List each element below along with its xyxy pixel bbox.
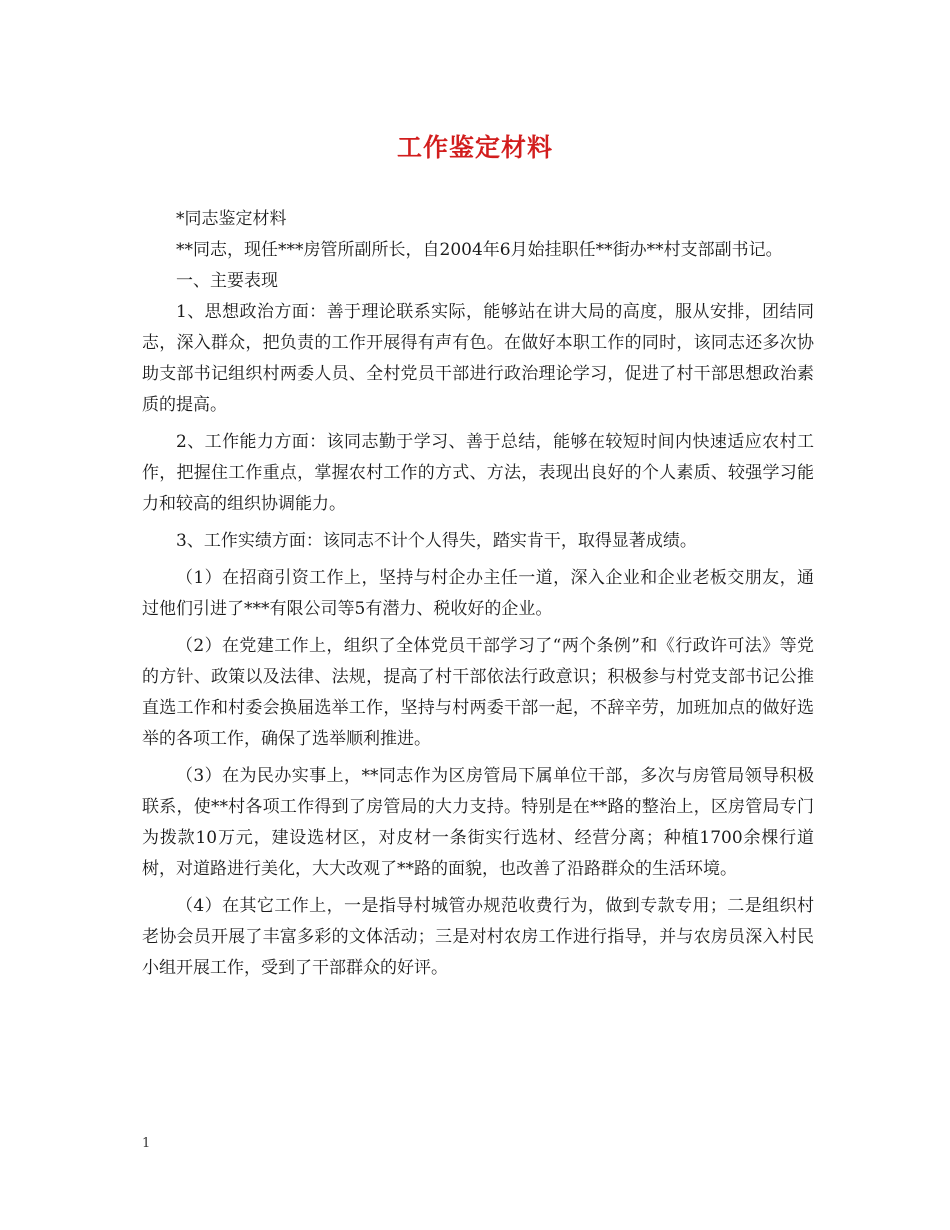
page-number: 1 (142, 1136, 151, 1151)
paragraph-subject: *同志鉴定材料 (176, 209, 287, 229)
paragraph-other-work: （4）在其它工作上，一是指导村城管办规范收费行为，做到专款专用；二是组织村老协会员开展了丰富多彩的文体活动；三是对村农房工作进行指导，并与农房员深入村民小组开展工作，受到了干部群众的好评。 (142, 896, 814, 978)
section-heading-main-performance: 一、主要表现 (176, 271, 278, 291)
paragraph-public-service: （3）在为民办实事上，**同志作为区房管局下属单位干部，多次与房管局领导积极联系，使**村各项工作得到了房管局的大力支持。特别是在**路的整治上，区房管局专门为拨款10万元，建设选材区，对皮材一条街实行选材、经营分离；种植1700余棵行道树，对道路进行美化，大大改观了**路的面貌，也改善了沿路群众的生活环境。 (142, 766, 814, 879)
document-title: 工作鉴定材料 (396, 133, 553, 162)
paragraph-investment: （1）在招商引资工作上，坚持与村企办主任一道，深入企业和企业老板交朋友，通过他们引进了***有限公司等5有潜力、税收好的企业。 (142, 568, 814, 619)
paragraph-ability: 2、工作能力方面：该同志勤于学习、善于总结，能够在较短时间内快速适应农村工作，把握住工作重点，掌握农村工作的方式、方法，表现出良好的个人素质、较强学习能力和较高的组织协调能力。 (142, 432, 814, 514)
paragraph-achievements: 3、工作实绩方面：该同志不计个人得失，踏实肯干，取得显著成绩。 (176, 531, 697, 551)
paragraph-party-building: （2）在党建工作上，组织了全体党员干部学习了“两个条例”和《行政许可法》等党的方针、政策以及法律、法规，提高了村干部依法行政意识；积极参与村党支部书记公推直选工作和村委会换届选举工作，坚持与村两委干部一起，不辞辛劳，加班加点的做好选举的各项工作，确保了选举顺利推进。 (142, 636, 814, 749)
paragraph-political: 1、思想政治方面：善于理论联系实际，能够站在讲大局的高度，服从安排，团结同志，深入群众，把负责的工作开展得有声有色。在做好本职工作的同时，该同志还多次协助支部书记组织村两委人员、全村党员干部进行政治理论学习，促进了村干部思想政治素质的提高。 (142, 302, 814, 415)
document-body (142, 204, 814, 990)
paragraph-intro: **同志，现任***房管所副所长，自2004年6月始挂职任**街办**村支部副书记。 (176, 240, 783, 260)
